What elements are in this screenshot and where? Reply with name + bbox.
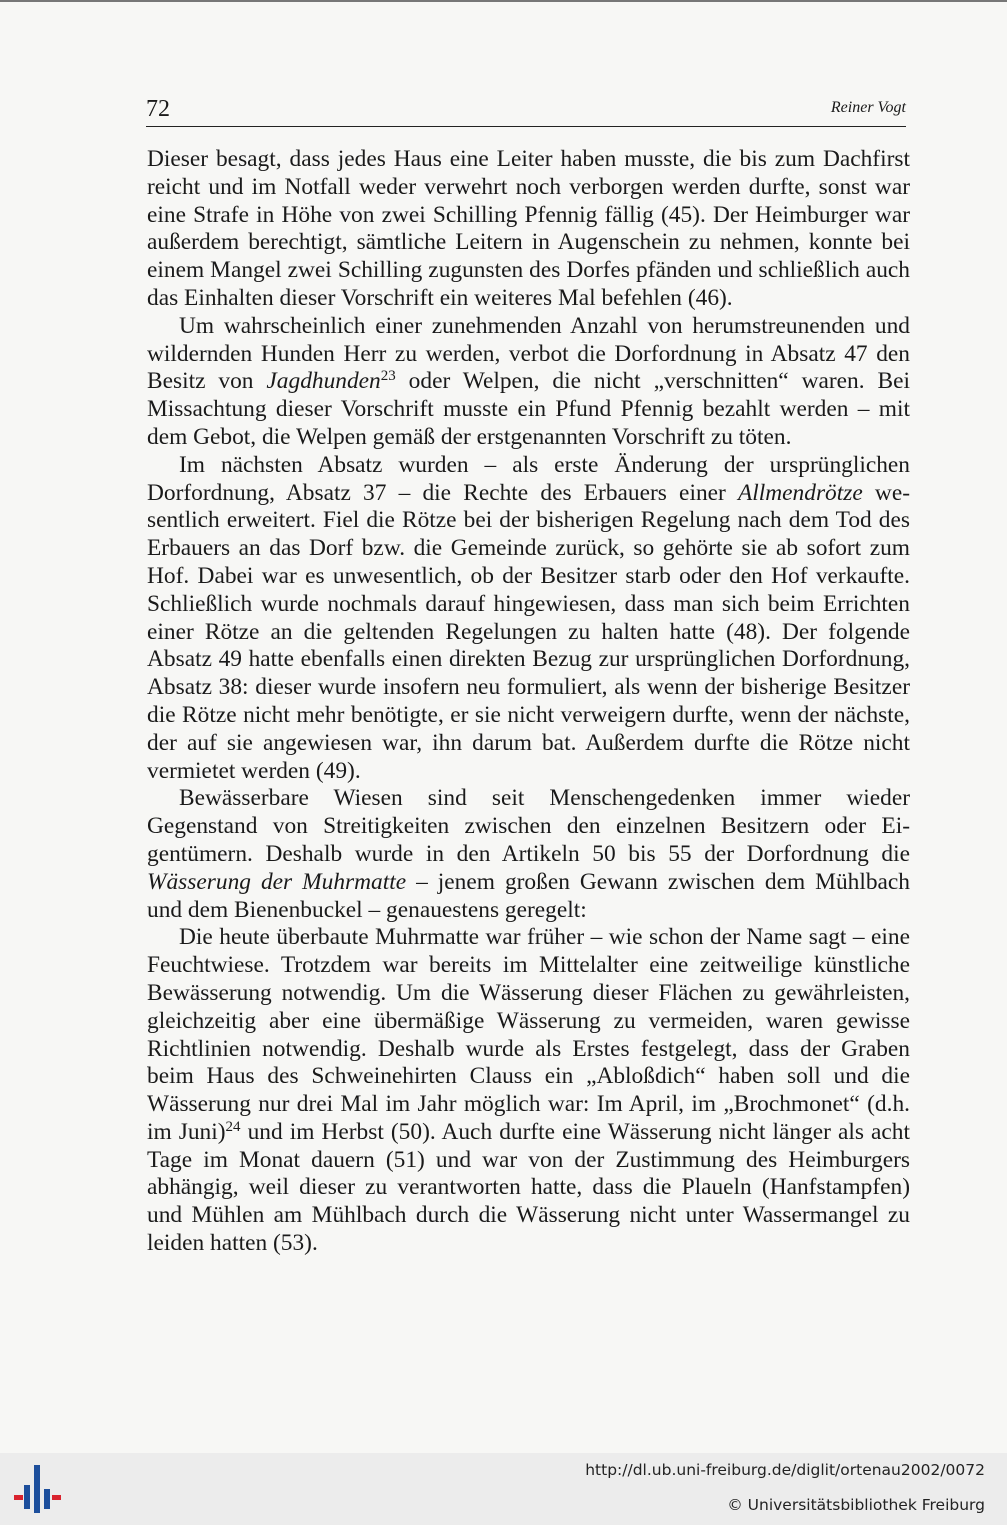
running-head: Reiner Vogt bbox=[830, 99, 906, 116]
ub-freiburg-logo-icon bbox=[12, 1463, 64, 1515]
page-header bbox=[146, 94, 906, 127]
body-text bbox=[147, 146, 910, 1258]
paragraph-4: Bewässerbare Wiesen sind seit Menschengedenken immer wieder Gegenstand von Streitigkeiten zwischen den einzelnen Besitzern oder Eigentümern. Deshalb wurde in den Artikeln 50 bis 55 der Dorfordnung die Wässerung der Muhrmatte – jenem großen Gewann zwischen dem Mühlbach und dem Bienenbuckel – genauestens geregelt: bbox=[147, 785, 910, 923]
paragraph-3: Im nächsten Absatz wurden – als erste Änderung der ursprünglichen Dorfordnung, Absatz 37 – die Rechte des Erbauers einer Allmendrötze wesentlich erweitert. Fiel die Rötze bei der bisherigen Regelung nach dem Tod des Erbauers an das Dorf bzw. die Gemeinde zurück, so gehörte sie ab sofort zum Hof. Dabei war es unwesentlich, ob der Besitzer starb oder den Hof verkaufte. Schließlich wurde nochmals darauf hingewiesen, dass man sich beim Errichten einer Rötze an die geltenden Regelungen zu halten hatte (48). Der folgende Absatz 49 hatte ebenfalls einen direkten Bezug zur ursprünglichen Dorfordnung, Absatz 38: dieser wurde insofern neu formuliert, als wenn der bisherige Besitzer die Rötze nicht mehr benötigte, er sie nicht verweigern durfte, wenn der nächste, der auf sie angewiesen war, ihn darum bat. Außerdem durfte die Rötze nicht vermietet werden (49). bbox=[147, 451, 910, 784]
permalink-url[interactable]: http://dl.ub.uni-freiburg.de/diglit/ortenau2002/0072 bbox=[585, 1461, 985, 1479]
footer-bar bbox=[0, 1453, 1007, 1525]
paragraph-1: Dieser besagt, dass jedes Haus eine Leiter haben musste, die bis zum Dachfirst reicht und im Notfall weder verwehrt noch verborgen werden durfte, sonst war eine Strafe in Höhe von zwei Schilling Pfennig fällig (45). Der Heimburger war außerdem berechtigt, sämtliche Leitern in Augenschein zu nehmen, konnte bei einem Mangel zwei Schilling zugunsten des Dorfes pfänden und schließlich auch das Einhalten dieser Vorschrift ein weiteres Mal befehlen (46). bbox=[147, 146, 910, 311]
paragraph-5: Die heute überbaute Muhrmatte war früher – wie schon der Name sagt – eine Feuchtwiese. Trotzdem war bereits im Mittelalter eine zeitweilige künstliche Bewässerung notwendig. Um die Wässerung dieser Flächen zu gewährleisten, gleichzeitig aber eine übermäßige Wässerung zu vermeiden, waren gewisse Richtlinien notwendig. Deshalb wurde als Erstes festgelegt, dass der Graben beim Haus des Schweinehirten Clauss ein „Abloßdich“ haben soll und die Wässerung nur drei Mal im Jahr möglich war: Im April, im „Brochmonet“ (d.h. im Juni)$^{24}$ und im Herbst (50). Auch durfte eine Wässerung nicht länger als acht Tage im Monat dauern (51) und war von der Zustimmung des Heimburgers abhängig, weil dieser zu verantworten hatte, dass die Plaueln (Hanfstampfen) und Mühlen am Mühlbach durch die Wässerung nicht unter Wassermangel zu leiden hatten (53). bbox=[147, 924, 910, 1257]
paragraph-2: Um wahrscheinlich einer zunehmenden Anzahl von herumstreunenden und wildernden Hunden Herr zu werden, verbot die Dorfordnung in Absatz 47 den Besitz von Jagdhunden$^{23}$ oder Welpen, die nicht „verschnitten“ waren. Bei Missachtung dieser Vorschrift musste ein Pfund Pfennig bezahlt werden – mit dem Gebot, die Welpen gemäß der erstgenannten Vorschrift zu töten. bbox=[147, 312, 911, 450]
page-number: 72 bbox=[146, 96, 170, 122]
term-jagdhunden: Jagdhunden bbox=[266, 368, 381, 395]
footnote-ref-24: 24 bbox=[225, 1118, 241, 1135]
term-waesserung-muhrmatte: Wässerung der Muhrmatte bbox=[147, 868, 407, 895]
term-allmendroetze: Allmendrötze bbox=[738, 479, 863, 506]
footnote-ref-23: 23 bbox=[380, 368, 396, 385]
copyright-notice: © Universitätsbibliothek Freiburg bbox=[727, 1496, 985, 1514]
scan-top-edge bbox=[0, 0, 1007, 2]
